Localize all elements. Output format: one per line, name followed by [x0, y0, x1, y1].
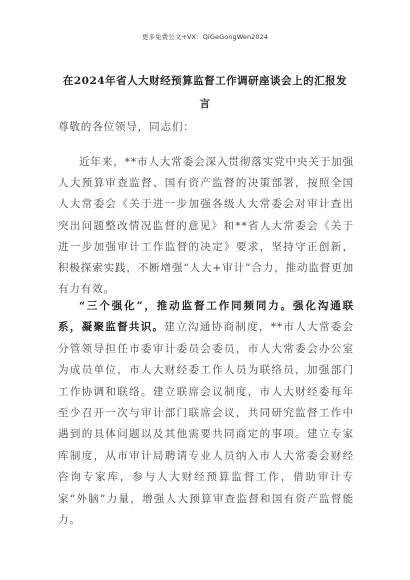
paragraph-2-bold-lead: “三个强化”，推动监督工作同频同力。强化沟通联系，凝聚监督共识。 — [58, 300, 354, 334]
header-note: 更多免费公文+VX：QiGeGongWen2024 — [141, 33, 269, 41]
paragraph-2-text: 建立沟通协商制度，**市人大常委会分管领导担任市委审计委员会委员，市人大常委会办公室为成员单位，市人大财经委工作人员为联络员，加强部门工作协调和联络。建立联席会议制度，市人大财经委每年至少召开一次与审计部门联席会议，共同研究监督工作中遇到的具体问题以及其他需要共同商定的事项。建立专家库制度，从市审计局聘请专业人员纳入市人大常委会财经咨询专家库，参与人大财经预算监督工作，借助审计专家“外脑”力量，增强人大预算审查监督和国有资产监督能力。 — [58, 321, 354, 527]
paragraph-2 — [58, 296, 354, 531]
document-title: 在2024年省人大财经预算监督工作调研座谈会上的汇报发言 — [62, 75, 348, 110]
paragraph-1 — [58, 152, 354, 300]
paragraph-1-text: 近年来，**市人大常委会深入贯彻落实党中央关于加强人大预算审查监督、国有资产监督的决策部署，按照全国人大常委会《关于进一步加强各级人大常委会对审计查出突出问题整改情况监督的意见》和**省人大常委会《关于进一步加强审计工作监督的决定》要求，坚持守正创新，积极探索实践，不断增强“人大+审计”合力，推动监督更加有力有效。 — [58, 156, 354, 296]
salutation: 尊敬的各位领导，同志们： — [58, 121, 195, 133]
